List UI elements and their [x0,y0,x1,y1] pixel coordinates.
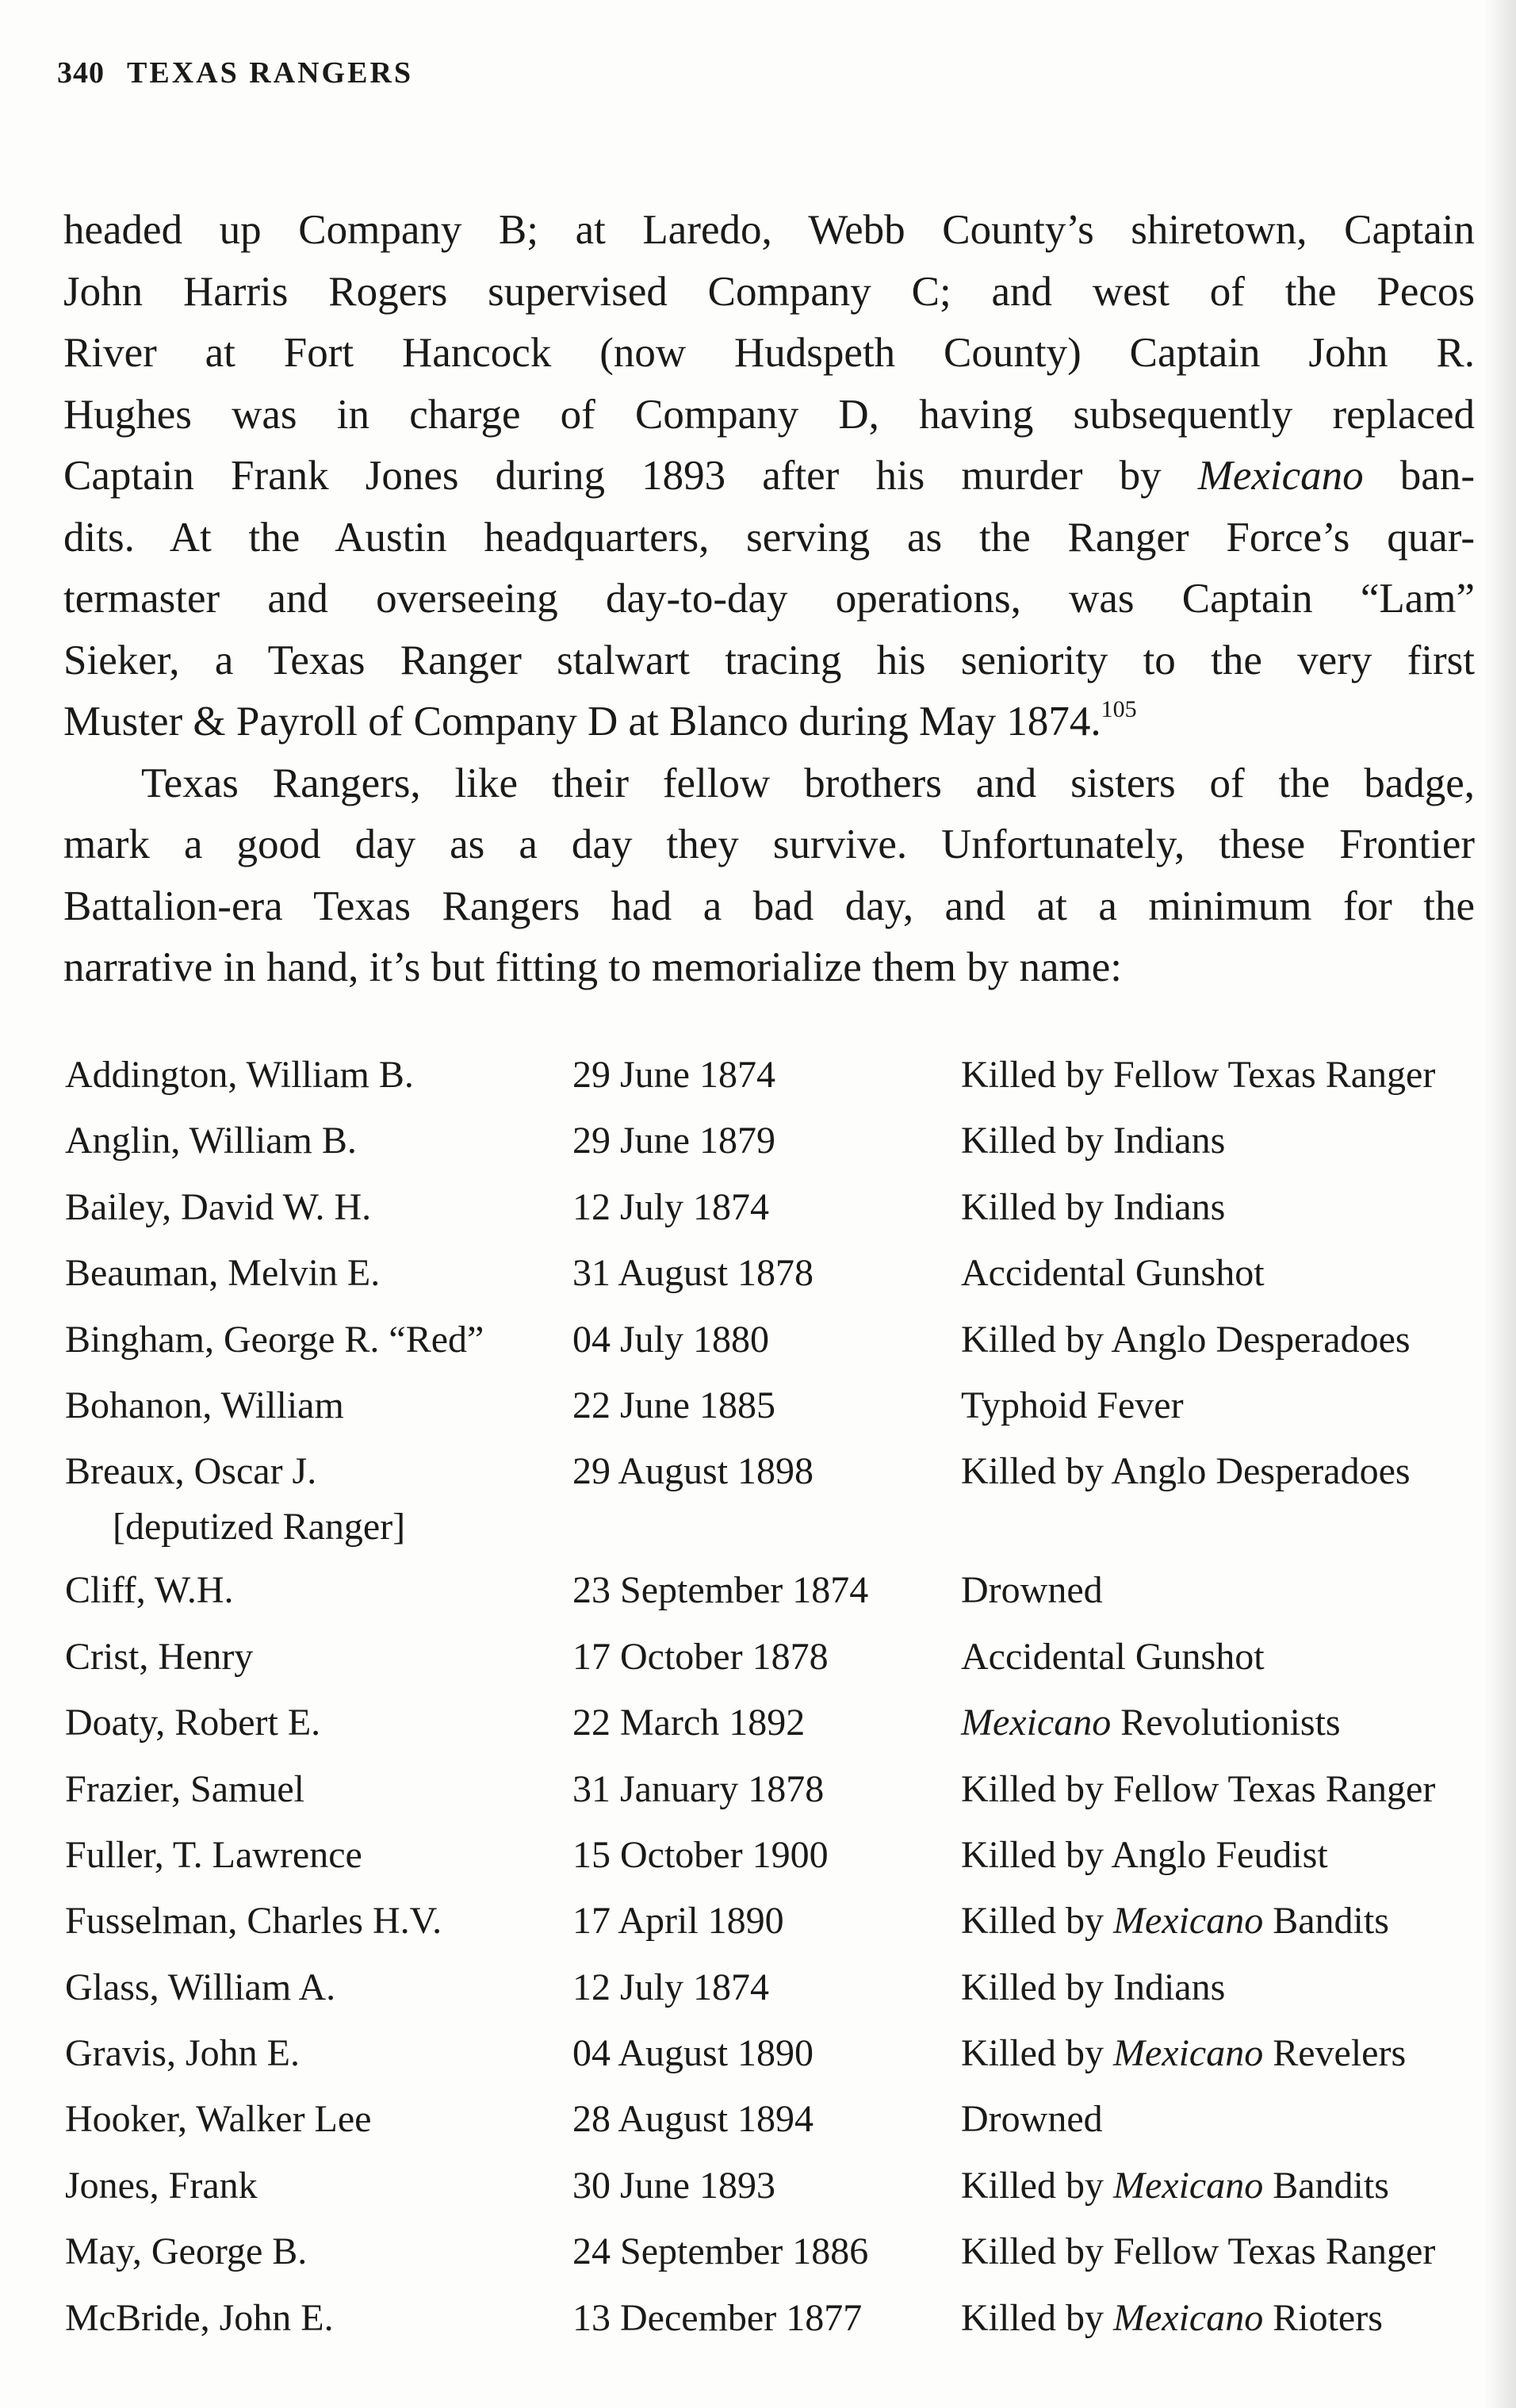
ranger-name: Breaux, Oscar J. [65,1450,317,1493]
ranger-name: Bingham, George R. “Red” [65,1318,484,1361]
cause-text: Bandits [1263,2164,1389,2207]
cause-of-death [961,1557,1103,1623]
death-date: 17 April 1890 [572,1900,784,1943]
text-line: Texas Rangers, like their fellow brothers and sisters of the badge, [141,760,1475,806]
cause-of-death [961,1108,1225,1173]
death-date: 04 July 1880 [572,1318,770,1361]
roster-row [65,2153,1492,2218]
text-line: termaster and overseeing day-to-day operations, was Captain “Lam” [63,576,1475,622]
cause-of-death [961,2020,1406,2086]
roster-row [65,1108,1492,1173]
ranger-name: Fusselman, Charles H.V. [65,1900,442,1943]
cause-of-death [961,1174,1225,1240]
text-line: John Harris Rogers supervised Company C; and west of the Pecos [63,268,1475,315]
footnote-ref: 105 [1101,696,1137,723]
cause-text: Killed by Anglo Desperadoes [961,1450,1411,1493]
death-date: 28 August 1894 [572,2098,814,2141]
cause-text: Killed by [961,1900,1113,1943]
ranger-name: Jones, Frank [65,2164,258,2207]
death-date: 29 June 1874 [572,1054,775,1096]
roster-row [65,2285,1492,2351]
death-date: 31 August 1878 [572,1252,814,1295]
cause-text: Killed by [961,2032,1113,2075]
death-date: 29 June 1879 [572,1120,775,1162]
ranger-name-note: [deputized Ranger] [113,1506,406,1549]
cause-of-death [961,1690,1341,1755]
cause-text: Typhoid Fever [961,1384,1184,1426]
roster-row [65,1372,1492,1438]
cause-of-death [961,1438,1411,1504]
death-date: 22 March 1892 [572,1702,806,1744]
text-line: Hughes was in charge of Company D, having subsequently replaced [63,391,1475,438]
ranger-name: Gravis, John E. [65,2032,300,2075]
cause-italic: Mexicano [1112,2032,1264,2075]
cause-of-death [961,1756,1435,1822]
cause-text: Accidental Gunshot [961,1252,1265,1295]
text-run: Muster & Payroll of Company D at Blanco during May 1874. [63,699,1101,745]
roster-row [65,2020,1492,2086]
cause-text: Killed by [961,2164,1113,2207]
ranger-name: Bohanon, William [65,1384,344,1426]
text-line [63,446,1475,507]
cause-of-death [961,2218,1435,2284]
cause-of-death [961,2285,1383,2351]
running-head [57,56,413,90]
cause-text: Revelers [1263,2032,1407,2075]
death-date: 23 September 1874 [572,1569,869,1612]
death-date: 29 August 1898 [572,1450,814,1493]
death-date: 15 October 1900 [572,1833,829,1876]
cause-of-death [961,1822,1328,1888]
italic-term: Mexicano [1197,453,1364,499]
cause-of-death [961,1240,1265,1306]
cause-text: Accidental Gunshot [961,1635,1265,1678]
cause-text: Killed by [961,2296,1113,2339]
roster-row [65,1624,1492,1690]
cause-text: Killed by Fellow Texas Ranger [961,2230,1436,2273]
cause-text: Killed by Fellow Texas Ranger [961,1054,1436,1096]
cause-of-death [961,1307,1411,1372]
ranger-name: Cliff, W.H. [65,1569,234,1612]
text-run: ban- [1363,453,1475,499]
cause-of-death [961,1042,1435,1108]
ranger-name: Anglin, William B. [65,1120,357,1162]
cause-text: Drowned [961,2098,1103,2141]
text-line: dits. At the Austin headquarters, serving as the Ranger Force’s quar- [63,514,1475,561]
cause-italic: Mexicano [961,1702,1112,1744]
ranger-name: Doaty, Robert E. [65,1702,321,1744]
cause-italic: Mexicano [1112,2164,1264,2207]
ranger-name: Addington, William B. [65,1054,414,1096]
cause-italic: Mexicano [1112,1900,1264,1943]
cause-text: Revolutionists [1111,1702,1341,1744]
cause-text: Killed by Indians [961,1185,1226,1228]
text-line [63,691,1475,753]
cause-text: Rioters [1263,2296,1383,2339]
text-line: narrative in hand, it’s but fitting to memorialize them by name: [63,944,1122,990]
page-number: 340 [57,56,105,90]
cause-of-death [961,1888,1389,1954]
death-date: 22 June 1885 [572,1384,775,1426]
cause-of-death [961,1372,1184,1438]
death-date: 17 October 1878 [572,1635,829,1678]
roster-row [65,1042,1492,1108]
ranger-name: Glass, William A. [65,1966,336,2008]
roster-row [65,1438,1492,1557]
text-line: Sieker, a Texas Ranger stalwart tracing his seniority to the very first [63,637,1475,683]
roster-row [65,1888,1492,1954]
text-line: mark a good day as a day they survive. Unfortunately, these Frontier [63,821,1475,867]
cause-of-death [961,1624,1265,1690]
cause-text: Killed by Indians [961,1966,1226,2008]
cause-of-death [961,1954,1225,2020]
death-date: 24 September 1886 [572,2230,869,2273]
roster-row [65,1557,1492,1623]
ranger-name: Bailey, David W. H. [65,1185,372,1228]
roster-row [65,1174,1492,1240]
cause-of-death [961,2086,1103,2152]
ranger-roster [65,1042,1492,2351]
cause-text: Killed by Anglo Desperadoes [961,1318,1411,1361]
roster-row [65,1756,1492,1822]
death-date: 12 July 1874 [572,1966,770,2008]
running-title: TEXAS RANGERS [127,56,414,90]
death-date: 12 July 1874 [572,1185,770,1228]
death-date: 30 June 1893 [572,2164,775,2207]
ranger-name: McBride, John E. [65,2296,334,2339]
cause-text: Bandits [1263,1900,1389,1943]
text-line: headed up Company B; at Laredo, Webb County’s shiretown, Captain [63,207,1475,253]
cause-text: Killed by Fellow Texas Ranger [961,1767,1436,1810]
cause-text: Killed by Indians [961,1120,1226,1162]
cause-text: Killed by Anglo Feudist [961,1833,1328,1876]
ranger-name: May, George B. [65,2230,308,2273]
ranger-name: Crist, Henry [65,1635,254,1678]
text-line: Battalion-era Texas Rangers had a bad day, and at a minimum for the [63,882,1475,929]
cause-italic: Mexicano [1112,2296,1264,2339]
roster-row [65,2218,1492,2284]
death-date: 04 August 1890 [572,2032,814,2075]
roster-row [65,1822,1492,1888]
ranger-name: Frazier, Samuel [65,1767,304,1810]
cause-text: Drowned [961,1569,1103,1612]
roster-row [65,1954,1492,2020]
text-line: River at Fort Hancock (now Hudspeth County) Captain John R. [63,330,1475,376]
roster-row [65,1240,1492,1306]
death-date: 13 December 1877 [572,2296,863,2339]
ranger-name: Fuller, T. Lawrence [65,1833,362,1876]
body-text [63,200,1475,999]
roster-row [65,1307,1492,1372]
death-date: 31 January 1878 [572,1767,825,1810]
cause-of-death [961,2153,1389,2218]
ranger-name: Hooker, Walker Lee [65,2098,372,2141]
roster-row [65,1690,1492,1755]
text-run: Captain Frank Jones during 1893 after his murder by [63,453,1198,499]
ranger-name: Beauman, Melvin E. [65,1252,381,1295]
roster-row [65,2086,1492,2152]
